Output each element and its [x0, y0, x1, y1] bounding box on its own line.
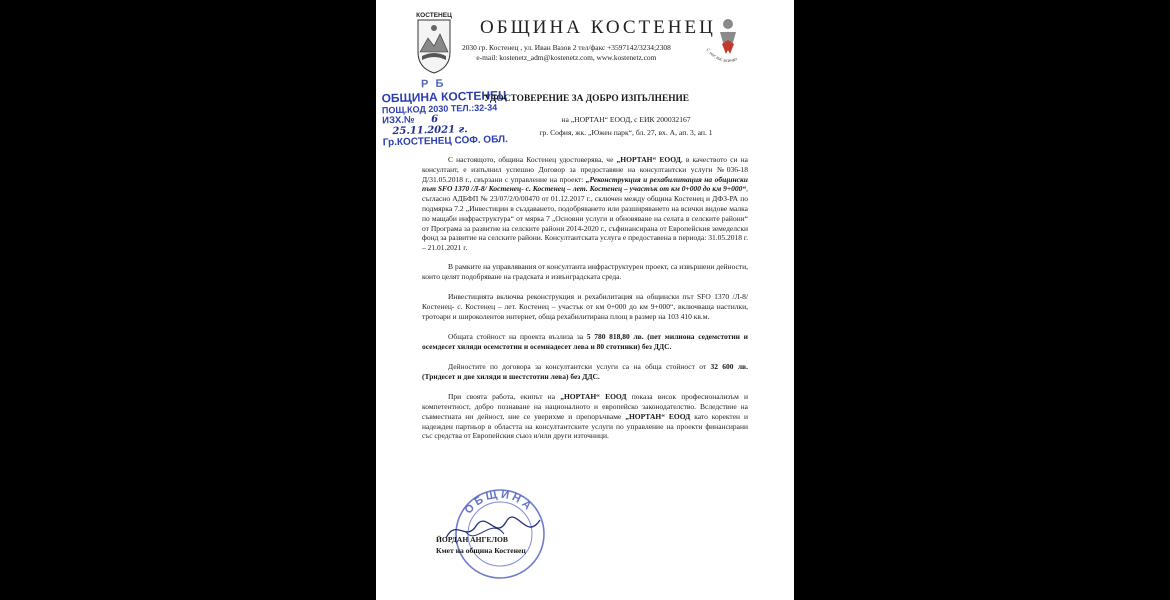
p1-text-e: , съгласно АДБФП № 23/07/2/0/00470 от 01.12.2017 г., сключен между община Костенец и ДФЗ-РА по подмярка 7.2 „Инвестиции в създаването, подобряването или разширяването на всички видове малка по мащаби инфраструктура“ от мярка 7 „Основни услуги и обновяване на селата в селските райони“ от Програма за развитие на селските райони 2014-2020 г., съфинансирана от Европейския земеделски фонд за развитие на селските райони. Консултантската услуга е предоставена в периода: 31.05.2018 г. – 21.01.2021 г.	[422, 184, 748, 253]
paragraph-consultant	[422, 155, 748, 253]
paragraph-investment: Инвестицията включва реконструкция и рехабилитация на общински път SFO 1370 /Л-8/ Костенец- с. Костенец – лет. Костенец – участък от км 0+000 до км 9+000“, включваща настилки, тротоари и широколентов интернет, обща рехабилитирана площ в размер на 103 410 кв.м.	[422, 292, 748, 321]
p6-company-name-1: „НОРТАН“ ЕООД	[560, 392, 627, 402]
address-line: 2030 гр. Костенец , ул. Иван Вазов 2 тел/факс +3597142/3234;2308	[462, 43, 671, 52]
logo-caption: С нас вас всичко	[704, 47, 739, 65]
coat-of-arms-icon	[416, 12, 452, 74]
p1-project-name: „Реконструкция и рехабилитация на общински път SFO 1370 /Л-8/ Костенец- с. Костенец – лет. Костенец – участък от км 0+000 до км 9+000“	[422, 174, 748, 194]
recipient-line-address: гр. София, жк. „Южен парк“, бл. 27, вх. А, ап. 3, ап. 1	[539, 128, 713, 137]
p6-text-c: показа висок професионализъм и компетентност, добро познаване на националното и европейско законодателство. Вследствие на съвместната ни дейност, ние се уверихме и препоръчваме	[422, 392, 748, 421]
p4-amount: 5 780 818,80 лв. (пет милиона седемстотин и осемдесет хиляди осемстотин и осемнадесет лева и 80 стотинки) без ДДС.	[422, 331, 748, 351]
p1-text-a: С настоящото, община Костенец удостоверява, че	[448, 155, 617, 164]
stamp-line-municipality: ОБЩИНА КОСТЕНЕЦ	[381, 88, 508, 106]
stamp-line-postcode: ПОЩ.КОД 2030 ТЕЛ.:32-34	[381, 102, 498, 116]
registration-stamp	[381, 77, 509, 149]
people-logo-icon	[700, 16, 756, 66]
stamp-initials: Р Б	[420, 77, 446, 91]
paragraph-contract-value	[422, 362, 748, 382]
p5-amount: 32 600 лв. (Тридесет и две хиляди и шестстотин лева) без ДДС.	[422, 362, 748, 381]
stamp-date: 25.11.2021 г.	[392, 124, 468, 138]
signature-block	[436, 534, 526, 556]
signatory-role: Кмет на община Костенец	[436, 546, 526, 555]
p6-company-name-2: „НОРТАН“ ЕООД	[625, 411, 691, 421]
municipality-title: ОБЩИНА КОСТЕНЕЦ	[480, 17, 716, 38]
p6-text-e: като коректен и надежден партньор в областта на консултантските услуги по управление на проекти финансирани със средства от Европейския съюз и/или други източници.	[422, 411, 748, 441]
stamp-line-city: Гр.КОСТЕНЕЦ СОФ. ОБЛ.	[382, 134, 509, 149]
recipient-line-company: на „НОРТАН“ ЕООД, с ЕИК 200032167	[561, 115, 691, 124]
signatory-name: ЙОРДАН АНГЕЛОВ	[436, 535, 508, 544]
p5-text-a: Дейностите по договора за консултантски услуги са на обща стойност от	[448, 362, 711, 372]
svg-text:С нас вас всичко	[705, 48, 739, 64]
seal-text: ОБЩИНА	[462, 488, 536, 517]
municipality-address-block	[462, 43, 671, 63]
document-body	[422, 155, 748, 452]
p6-text-a: При своята работа, екипът на	[448, 392, 561, 402]
p1-company-name: „НОРТАН“ ЕООД	[616, 155, 681, 164]
email-line: e-mail: kostenetz_adm@kostenetz.com, www.kostenetz.com	[476, 53, 657, 62]
p1-text-c: , в качеството си на консултант, е изпълнил успешно Договор за предоставяне на консултантски услуги №036-18 Д/31.05.2018 г., свързани с управление на проект:	[422, 155, 748, 184]
paragraph-total-value	[422, 332, 748, 352]
document-page	[376, 0, 794, 600]
recipient-block	[476, 113, 776, 139]
paragraph-activities: В рамките на управлявания от консултанта инфраструктурен проект, са извършени дейности, които целят подобряване на градската и извънградската среда.	[422, 261, 748, 281]
p4-text-a: Общата стойност на проекта възлиза за	[448, 331, 587, 341]
stamp-out-label: ИЗХ.№	[382, 114, 415, 127]
crest-label: КОСТЕНЕЦ	[416, 12, 452, 19]
document-heading: УДОСТОВЕРЕНИЕ ЗА ДОБРО ИЗПЪЛНЕНИЕ	[484, 94, 690, 104]
paragraph-recommendation	[422, 392, 748, 441]
stamp-out-number: 6	[431, 113, 439, 126]
